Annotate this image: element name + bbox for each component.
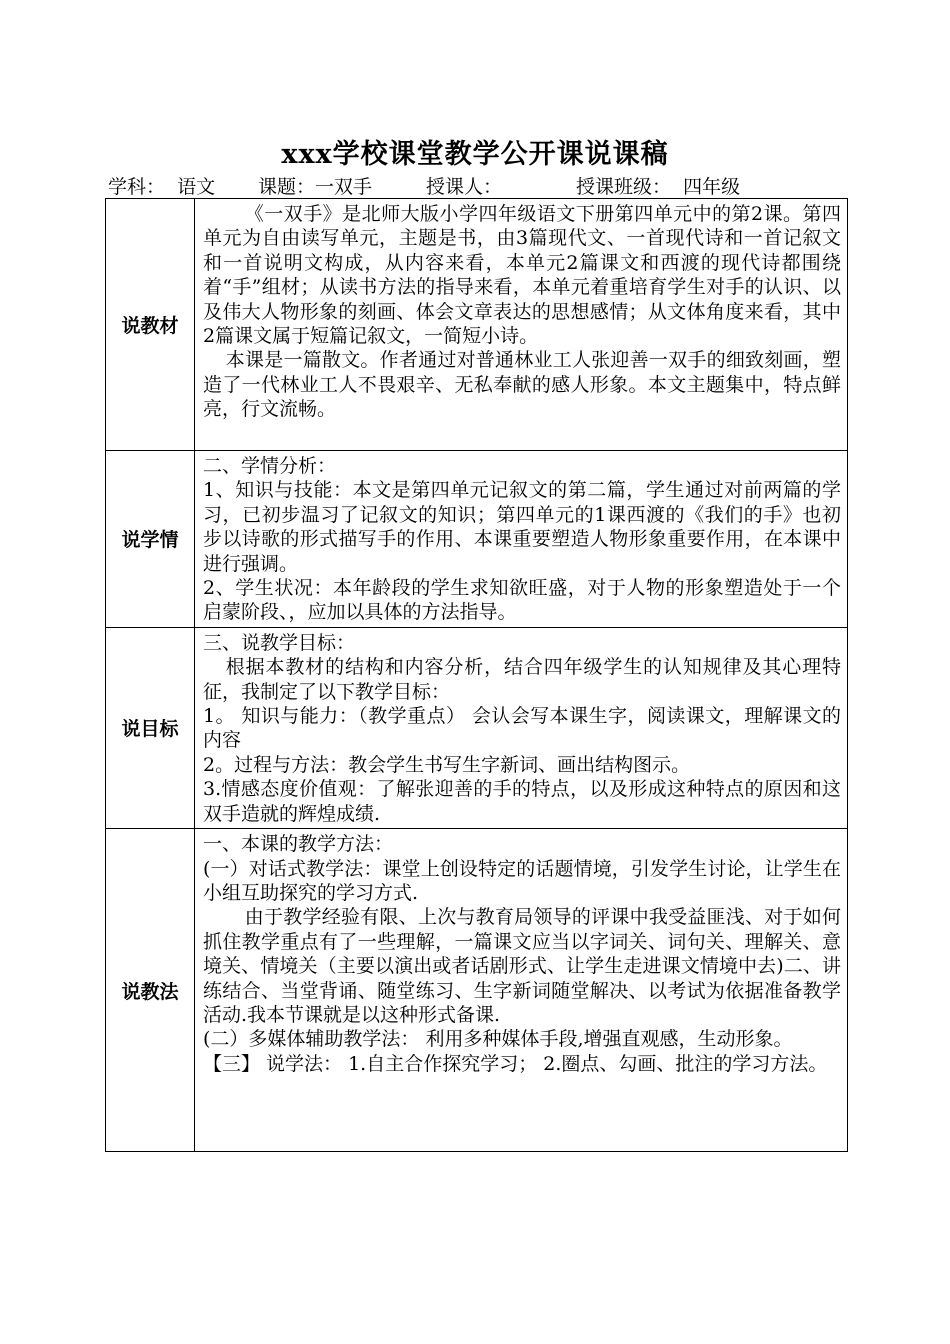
meta-subject: 学科： 语文 <box>108 176 216 198</box>
paragraph: 二、学情分析： <box>203 455 337 477</box>
header-meta-line <box>108 172 740 199</box>
table-row-students <box>106 451 848 628</box>
table-row-methods <box>106 829 848 1152</box>
paragraph: 3.情感态度价值观：了解张迎善的手的特点，以及形成这种特点的原因和这双手造就的辉煌成绩. <box>203 778 841 825</box>
paragraph: 2、学生状况：本年龄段的学生求知欲旺盛，对于人物的形象塑造处于一个启蒙阶段、，应加以具体的方法指导。 <box>203 577 841 624</box>
paragraph: (一）对话式教学法：课堂上创设特定的话题情境，引发学生讨论，让学生在小组互助探究的学习方式. <box>203 857 841 904</box>
paragraph: 【三】 说学法： 1.自主合作探究学习； 2.圈点、勾画、批注的学习方法。 <box>203 1052 828 1075</box>
meta-teacher: 授课人： <box>426 176 503 198</box>
row-content-objectives <box>195 627 848 828</box>
row-label-textbook: 说教材 <box>106 199 195 451</box>
paragraph: 本课是一篇散文。作者通过对普通林业工人张迎善一双手的细致刻画，塑造了一代林业工人不畏艰辛、无私奉献的感人形象。本文主题集中，特点鲜亮，行文流畅。 <box>203 349 841 421</box>
lesson-table <box>105 198 848 1152</box>
paragraph: 《一双手》是北师大版小学四年级语文下册第四单元中的第2课。第四单元为自由读写单元，主题是书，由3篇现代文、一首现代诗和一首记叙文和一首说明文构成，从内容来看，本单元2篇课文和西渡的现代诗都围绕着“手”组材；从读书方法的指导来看，本单元着重培育学生对手的认识、以及伟大人物形象的刻画、体会文章表达的思想感情；从文体角度来看，其中2篇课文属于短篇记叙文，一简短小诗。 <box>203 203 841 348</box>
row-label-students: 说学情 <box>106 451 195 628</box>
document-title: xxx学校课堂教学公开课说课稿 <box>281 139 669 170</box>
row-label-objectives: 说目标 <box>106 627 195 828</box>
table-row-textbook <box>106 199 848 451</box>
paragraph: 一、本课的教学方法： <box>203 833 394 856</box>
table-row-objectives <box>106 627 848 828</box>
paragraph: 根据本教材的结构和内容分析，结合四年级学生的认知规律及其心理特征，我制定了以下教学目标： <box>203 656 841 703</box>
paragraph: (二）多媒体辅助教学法： 利用多种媒体手段,增强直观感，生动形象。 <box>203 1028 793 1051</box>
row-label-methods: 说教法 <box>106 829 195 1152</box>
paragraph: 三、说教学目标： <box>203 631 356 654</box>
paragraph: 1、知识与技能：本文是第四单元记叙文的第二篇，学生通过对前两篇的学习，已初步温习了记叙文的知识；第四单元的1课西渡的《我们的手》也初步以诗歌的形式描写手的作用、本课重要塑造人物形象重要作用，在本课中进行强调。 <box>203 479 841 575</box>
paragraph: 2。过程与方法：教会学生书写生字新词、画出结构图示。 <box>203 753 691 776</box>
meta-class: 授课班级： 四年级 <box>576 176 741 198</box>
paragraph: 1。 知识与能力：（教学重点） 会认会写本课生字，阅读课文，理解课文的内容 <box>203 705 841 752</box>
row-content-students <box>195 451 848 628</box>
row-content-methods <box>195 829 848 1152</box>
paragraph: 由于教学经验有限、上次与教育局领导的评课中我受益匪浅、对于如何抓住教学重点有了一些理解，一篇课文应当以字词关、词句关、理解关、意境关、情境关（主要以演出或者话剧形式、让学生走进课文情境中去)二、讲练结合、当堂背诵、随堂练习、生字新词随堂解决、以考试为依据准备教学活动.我本节课就是以这种形式备课. <box>203 906 841 1026</box>
meta-topic: 课题：一双手 <box>258 176 373 198</box>
row-content-textbook <box>195 199 848 451</box>
